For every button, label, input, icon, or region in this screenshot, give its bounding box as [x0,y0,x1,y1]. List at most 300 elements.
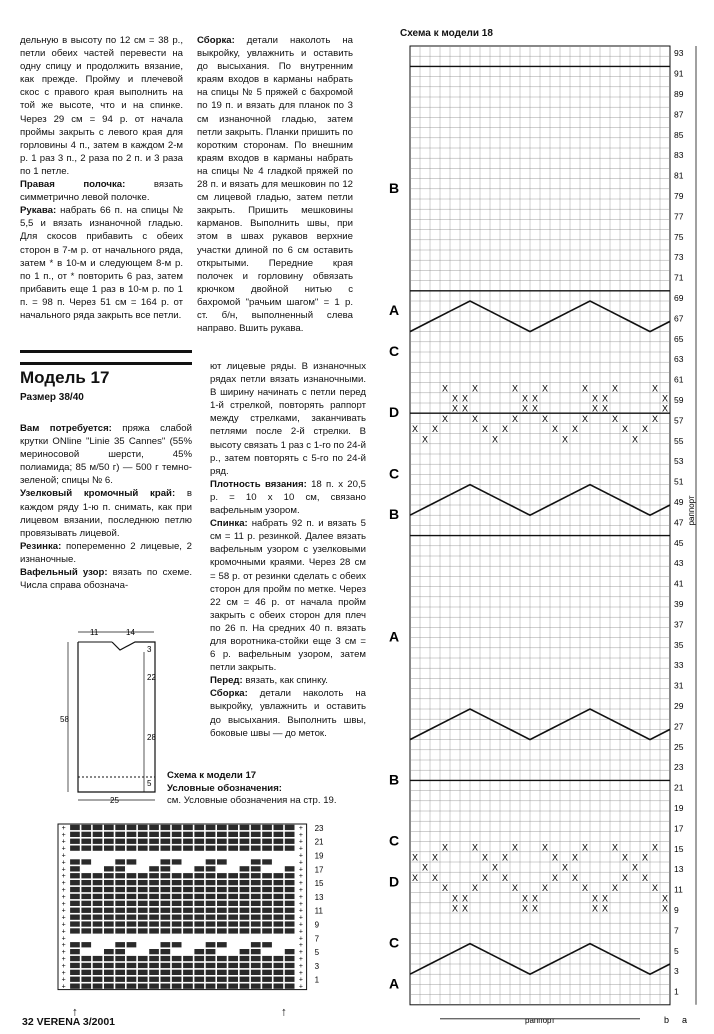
chart-cell [206,928,216,933]
chart-cell [115,915,125,920]
chart-cell [206,956,216,961]
chart-cell [172,852,182,857]
row-number: 41 [674,578,684,589]
row-number: 71 [674,272,684,283]
chart-cell [81,949,91,954]
row-number: 35 [674,639,684,650]
chart-cell [149,901,159,906]
chart-cell [251,935,261,940]
chart-cell [217,956,227,961]
chart-cell [115,949,125,954]
chart-cell [104,915,114,920]
chart-cell [206,846,216,851]
chart-cell [161,970,171,975]
chart-cell [81,956,91,961]
edge-stitch-symbol: + [298,859,303,867]
chart-cell [149,928,159,933]
chart-cell [127,866,137,871]
chart-cell [206,921,216,926]
chart-cell [172,921,182,926]
cross-stitch-symbol: X [571,424,579,435]
edge-stitch-symbol: + [61,838,66,846]
paragraph: дельную в высоту по 12 см = 38 р., петли обеих частей перевести на одну спицу и продолжить вязание, как прежде. Пройму и плечевой скос с правого края выполнить на той же высоте, что и на спинке. Через 29 см = 94 р. от начала проймы закрыть с левого края для горловины 4 п., затем в каждом 2-м р. 1 раз 3 п., 2 раза по 2 п. и 3 раза по 1 петле. [20,35,183,177]
edge-stitch-symbol: + [61,956,66,963]
chart-cell [274,949,284,954]
cross-stitch-symbol: X [641,872,649,883]
chart-cell [228,984,238,989]
chart-cell [217,935,227,940]
chart-cell [115,866,125,871]
cross-stitch-symbol: X [521,393,529,404]
cross-stitch-symbol: X [501,424,509,435]
chart-cell [183,942,193,947]
height-label: 22 [147,673,156,682]
edge-stitch-symbol: + [61,976,66,984]
chart-cell [262,832,272,837]
paragraph: Узелковый кромочный край: в каждом ряду 1-ю п. снимать, как при лицевом вязании, последнюю петлю провязывать лицевой. [20,488,192,539]
cross-stitch-symbol: X [571,852,579,863]
cross-stitch-symbol: X [661,403,669,414]
cross-stitch-symbol: X [461,393,469,404]
chart-cell [93,894,103,899]
cross-stitch-symbol: X [561,862,569,873]
garment-schematic [50,622,160,805]
chart-cell [115,942,125,947]
chart-cell [217,839,227,844]
chart-cell [149,956,159,961]
chart-cell [115,956,125,961]
height-label: 28 [147,733,156,742]
row-number: 51 [674,476,684,487]
chart-cell [262,970,272,975]
edge-stitch-symbol: + [298,983,303,991]
row-number: 3 [674,966,679,977]
page-footer: 32 VERENA 3/2001 [22,1016,115,1028]
chart-cell [285,894,295,899]
chart-cell [194,963,204,968]
chart-cell [285,915,295,920]
cross-stitch-symbol: X [631,862,639,873]
chart-cell [228,949,238,954]
chart-cell [206,915,216,920]
chart-cell [81,928,91,933]
chart-cell [285,866,295,871]
chart-model-18 [380,40,700,1025]
row-number: 7 [314,934,320,944]
chart-cell [274,921,284,926]
chart-cell [251,915,261,920]
section-label: C [388,465,400,482]
chart-cell [206,825,216,830]
row-number: 77 [674,211,684,222]
chart-cell [285,852,295,857]
chart-cell [172,880,182,885]
chart-cell [161,908,171,913]
chart-cell [161,915,171,920]
chart-cell [138,859,148,864]
chart-cell [93,873,103,878]
chart-cell [81,859,91,864]
paragraph: Вам потребуется: пряжа слабой крутки ONline "Linie 35 Cannes" (55% мериносовой шерсти, 45% полиамида; 85 м/50 г) — 500 г темно-зеленой; спицы № 6. [20,423,192,487]
chart-cell [104,887,114,892]
chart-cell [149,825,159,830]
cross-stitch-symbol: X [451,403,459,414]
chart-cell [172,866,182,871]
chart-cell [217,977,227,982]
cross-stitch-symbol: X [411,852,419,863]
chart-cell [194,928,204,933]
chart-cell [161,901,171,906]
chart-cell [127,901,137,906]
edge-stitch-symbol: + [298,845,303,853]
row-number: 3 [314,961,320,971]
chart-cell [274,984,284,989]
edge-stitch-symbol: + [61,824,66,832]
chart-cell [161,825,171,830]
chart-cell [127,949,137,954]
chart-cell [70,921,80,926]
chart-cell [172,977,182,982]
edge-stitch-symbol: + [61,873,66,881]
edge-stitch-symbol: + [298,873,303,881]
cross-stitch-symbol: X [441,842,449,853]
chart-cell [127,887,137,892]
chart-cell [262,915,272,920]
chart-cell [138,921,148,926]
chart-cell [70,963,80,968]
chart-cell [194,887,204,892]
chart-cell [81,935,91,940]
chart-cell [183,984,193,989]
chart-cell [274,901,284,906]
chart-cell [251,928,261,933]
chart-cell [262,887,272,892]
chart-cell [81,970,91,975]
chart-cell [93,887,103,892]
paragraph: Спинка: набрать 92 п. и вязать 5 см = 11 р. резинкой. Далее вязать вафельным узором с узелковыми кромочными краями. Через 28 см = 58 р. от резинки сделать с обеих сторон для пройм по метке. Через 22 см = 46 р. от начала пройм закрыть с обеих сторон для плеч по 26 п. На средних 40 п. вязать для воротника-стойки еще 3 см = 6 р. вафельным узором, затем петли закрыть. [210,518,366,674]
chart-cell [274,963,284,968]
chart-cell [104,852,114,857]
edge-stitch-symbol: + [61,949,66,957]
chart-cell [240,921,250,926]
chart-cell [138,846,148,851]
chart-cell [127,880,137,885]
chart-cell [240,970,250,975]
chart-cell [251,859,261,864]
chart-cell [183,970,193,975]
chart-cell [149,942,159,947]
chart-cell [274,839,284,844]
chart-cell [172,949,182,954]
chart-cell [262,984,272,989]
chart-cell [149,921,159,926]
chart-cell [217,928,227,933]
chart-cell [93,846,103,851]
chart-cell [206,935,216,940]
chart-cell [138,880,148,885]
chart-cell [138,915,148,920]
row-number: 9 [314,920,320,930]
chart-cell [285,832,295,837]
cross-stitch-symbol: X [461,903,469,914]
cross-stitch-symbol: X [541,383,549,394]
chart-cell [81,921,91,926]
chart-cell [251,887,261,892]
chart-cell [70,901,80,906]
chart-cell [206,977,216,982]
chart-cell [81,963,91,968]
chart-cell [274,825,284,830]
chart-cell [194,942,204,947]
chart-cell [183,915,193,920]
chart-cell [81,839,91,844]
chart-cell [138,901,148,906]
paragraph: Рукава: набрать 66 п. на спицы № 5,5 и вязать изнаночной гладью. Для скосов прибавить с обеих сторон в 7-м р. от начального ряда, затем * в 10-м и следующем 8-м р. по 1 п., от * повторить 6 раз, затем прибавить еще 1 раз в 10-м р. по 1 п. = 98 п. Через 51 см = 164 р. от начального ряда закрыть все петли. [20,205,183,321]
chart-cell [149,887,159,892]
chart-cell [228,880,238,885]
cross-stitch-symbol: X [591,403,599,414]
chart-cell [70,977,80,982]
chart-cell [194,859,204,864]
start-arrow: ↑ [71,1004,78,1019]
chart-cell [228,970,238,975]
chart-cell [127,984,137,989]
chart-cell [104,859,114,864]
chart-cell [81,908,91,913]
chart-cell [183,839,193,844]
cross-stitch-symbol: X [461,893,469,904]
chart-cell [274,928,284,933]
row-number: 55 [674,435,684,446]
cross-stitch-symbol: X [651,842,659,853]
chart-cell [183,846,193,851]
chart-cell [183,894,193,899]
chart-cell [274,832,284,837]
chart-cell [217,866,227,871]
chart-cell [206,963,216,968]
chart-model-17 [50,822,340,1019]
cross-stitch-symbol: X [441,413,449,424]
chart-cell [217,915,227,920]
chart-cell [262,894,272,899]
chart-cell [138,873,148,878]
cross-stitch-symbol: X [451,393,459,404]
cross-stitch-symbol: X [521,403,529,414]
chart-cell [115,873,125,878]
chart-cell [149,873,159,878]
chart-cell [183,825,193,830]
chart-cell [183,921,193,926]
chart-cell [285,942,295,947]
edge-stitch-symbol: + [61,921,66,929]
chart-cell [183,928,193,933]
row-number: 5 [314,948,320,958]
chart-cell [274,970,284,975]
chart-cell [81,894,91,899]
chart-cell [161,984,171,989]
chart-cell [262,873,272,878]
chart-cell [240,984,250,989]
chart-cell [138,928,148,933]
chart-cell [251,880,261,885]
edge-stitch-symbol: + [61,845,66,853]
chart-cell [183,873,193,878]
edge-stitch-symbol: + [61,852,66,860]
chart-cell [93,942,103,947]
cross-stitch-symbol: X [651,883,659,894]
chart-cell [115,887,125,892]
chart-cell [172,963,182,968]
chart-cell [70,846,80,851]
edge-stitch-symbol: + [61,887,66,894]
row-number: 29 [674,701,684,711]
row-number: 57 [674,415,684,426]
section-label: D [388,873,400,890]
chart-cell [217,963,227,968]
chart-cell [172,984,182,989]
chart-cell [149,832,159,837]
chart-cell [104,873,114,878]
chart-cell [161,963,171,968]
model-title: Модель 17 [20,368,110,387]
paragraph: Перед: вязать, как спинку. [210,675,328,687]
cross-stitch-symbol: X [621,872,629,883]
row-number: 37 [674,619,684,630]
chart-cell [70,894,80,899]
row-number: 11 [674,884,683,895]
chart-cell [262,866,272,871]
cross-stitch-symbol: X [441,383,449,394]
cross-stitch-symbol: X [661,903,669,914]
chart-cell [172,887,182,892]
chart-cell [274,887,284,892]
chart-cell [70,873,80,878]
chart-cell [228,908,238,913]
chart-cell [81,915,91,920]
chart-cell [172,846,182,851]
chart-cell [251,984,261,989]
chart-cell [251,852,261,857]
chart-cell [104,935,114,940]
row-number: 65 [674,333,684,344]
chart-cell [115,928,125,933]
chart-cell [274,977,284,982]
chart-cell [240,901,250,906]
chart-cell [149,949,159,954]
cross-stitch-symbol: X [541,842,549,853]
chart-cell [138,949,148,954]
chart-cell [172,970,182,975]
chart-cell [240,894,250,899]
chart-cell [115,859,125,864]
chart-cell [285,859,295,864]
chart-cell [70,839,80,844]
chart-cell [70,935,80,940]
cross-stitch-symbol: X [641,852,649,863]
chart-cell [149,866,159,871]
chart-cell [104,984,114,989]
chart-cell [104,949,114,954]
chart-cell [240,928,250,933]
chart-cell [104,970,114,975]
chart-cell [217,984,227,989]
chart-cell [115,846,125,851]
chart-cell [274,866,284,871]
chart-cell [217,949,227,954]
chart-cell [228,928,238,933]
chart-cell [206,942,216,947]
chart-cell [161,832,171,837]
rapport-bottom-label: раппорт [525,1015,555,1025]
cross-stitch-symbol: X [621,424,629,435]
width-label: 14 [126,628,135,637]
row-number: 43 [674,558,684,569]
chart-cell [206,984,216,989]
cross-stitch-symbol: X [621,852,629,863]
row-number: 25 [674,741,684,752]
chart-cell [217,825,227,830]
chart-cell [127,908,137,913]
edge-stitch-symbol: + [61,969,66,977]
chart-cell [93,928,103,933]
chart-cell [262,928,272,933]
chart-cell [194,901,204,906]
chart-cell [183,935,193,940]
chart-cell [70,832,80,837]
edge-stitch-symbol: + [61,935,66,943]
edge-stitch-symbol: + [298,838,303,846]
chart-cell [161,866,171,871]
chart-cell [70,887,80,892]
section-label: C [388,832,400,849]
chart-cell [217,832,227,837]
chart-cell [183,977,193,982]
cross-stitch-symbol: X [531,903,539,914]
chart-cell [70,880,80,885]
chart-cell [251,949,261,954]
chart-cell [194,846,204,851]
cross-stitch-symbol: X [601,403,609,414]
chart-cell [93,921,103,926]
legend-heading: Условные обозначения: [167,782,282,794]
cross-stitch-symbol: X [501,872,509,883]
paragraph: Сборка: детали наколоть на выкройку, увлажнить и оставить до высыхания. По внутренним краям входов в карманы набрать на спицы № 5 пряжей с бахромой по 19 п. и вязать для планок по 3 см изнаночной гладью, затем петли закрыть. Планки пришить по коротким сторонам. По внешним краям входов в карманы набрать на спицы № 4 гладкой пряжей по 28 п. и вязать для мешковин по 12 см лицевой гладью, затем петли закрыть. Пришить мешковины карманов. Выполнить швы, при этом в швах рукавов верхние участки длиной по 6 см оставить открытыми. Передние края полочек и горловину обвязать крючком двойной нитью с бахромой "рачьим шагом" = 1 р. ст. б/н, выполненный слева направо. Вшить рукава. [197,35,353,335]
row-number: 19 [314,851,324,861]
marker-a: a [682,1014,688,1025]
row-number: 17 [674,823,684,834]
cross-stitch-symbol: X [411,424,419,435]
chart-cell [93,901,103,906]
chart-cell [262,859,272,864]
chart-cell [251,942,261,947]
row-number: 45 [674,537,684,548]
chart-cell [274,846,284,851]
cross-stitch-symbol: X [451,893,459,904]
chart-cell [172,832,182,837]
chart-cell [70,928,80,933]
chart-cell [70,908,80,913]
chart-cell [115,880,125,885]
chart-cell [172,942,182,947]
chart-cell [240,935,250,940]
chart-cell [127,942,137,947]
chart-cell [138,963,148,968]
section-label: A [388,975,400,992]
chart-cell [104,942,114,947]
chart-cell [138,832,148,837]
cross-stitch-symbol: X [511,842,519,853]
chart-cell [217,846,227,851]
